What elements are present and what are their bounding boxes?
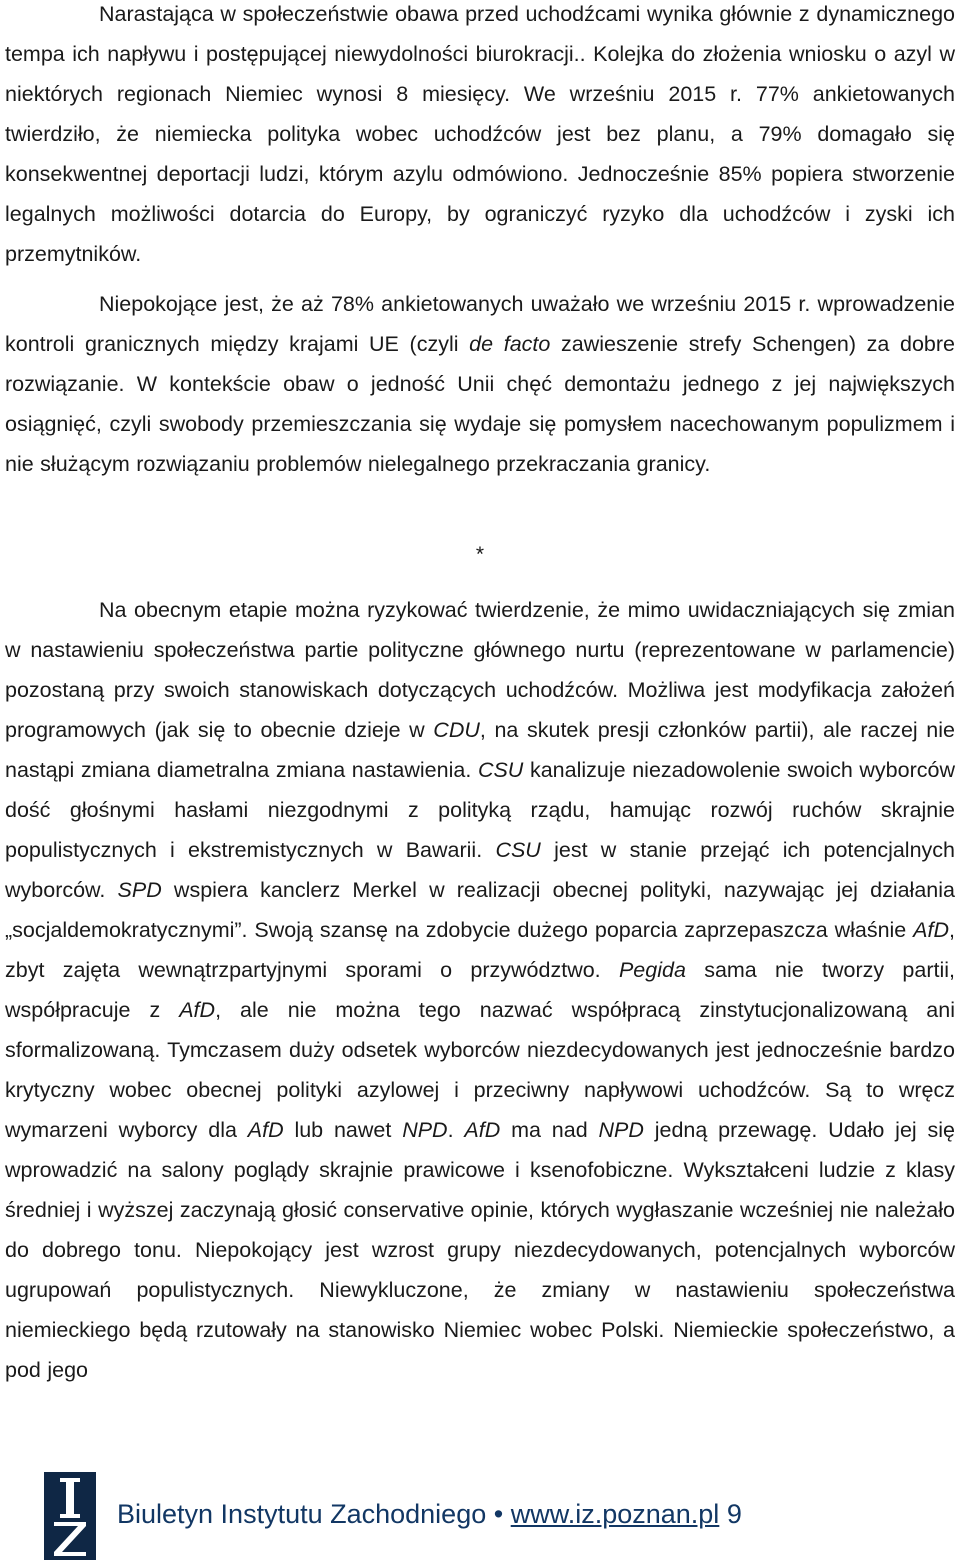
paragraph-text: ma nad (500, 1118, 599, 1142)
paragraph-text: Na obecnym etapie można ryzykować twierdzenie, że mimo uwidaczniających się zmian w nastawieniu społeczeństwa partie polityczne głównego nurtu (reprezentowane w parlamencie) pozostaną przy swoich stanowiskach dotyczących uchodźców. Możliwa jest modyfikacja założeń programowych (jak się to obecnie dzieje w (5, 598, 955, 742)
party-name: AfD (913, 918, 950, 942)
paragraph-text: jedną przewagę. Udało jej się wprowadzić na salony poglądy skrajnie prawicowe i ksenofobiczne. Wykształceni ludzie z klasy średniej i wyższej zaczynają głosić conservative opinie, których wygłaszanie wcześniej nie należało do dobrego tonu. Niepokojący jest wzrost grupy niezdecydowanych, potencjalnych wyborców ugrupowań populistycznych. Niewykluczone, że zmiany w nastawieniu społeczeństwa niemieckiego będą rzutowały na stanowisko Niemiec wobec Polski. Niemieckie społeczeństwo, a pod jego (5, 1118, 956, 1382)
paragraph-text: Narastająca w społeczeństwie obawa przed uchodźcami wynika głównie z dynamicznego tempa ich napływu i postępującej niewydolności biurokracji.. Kolejka do złożenia wniosku o azyl w niektórych regionach Niemiec wynosi 8 miesięcy. We wrześniu 2015 r. 77% ankietowanych twierdziło, że niemiecka polityka wobec uchodźców jest bez planu, a 79% domagało się konsekwentnej deportacji ludzi, którym azylu odmówiono. Jednocześnie 85% popiera stworzenie legalnych możliwości dotarcia do Europy, by ograniczyć ryzyko dla uchodźców i zyski ich przemytników. (5, 2, 955, 266)
paragraph-text: lub nawet (283, 1118, 403, 1142)
page-number: 9 (726, 1499, 742, 1529)
bulletin-title: Biuletyn Instytutu Zachodniego (117, 1499, 487, 1529)
paragraph-text: kanalizuje niezadowolenie swoich wyborców dość głośnymi hasłami niezgodnymi z polityką rządu, hamując rozwój ruchów skrajnie populistycznych i ekstremistycznych w Bawarii. (5, 758, 955, 862)
party-name: CDU (433, 718, 480, 742)
paragraph-text: , zbyt zajęta wewnątrzpartyjnymi sporami o przywództwo. (5, 918, 955, 982)
party-name: AfD (247, 1118, 284, 1142)
party-name: NPD (402, 1118, 448, 1142)
party-name: AfD (179, 998, 216, 1022)
paragraph-refugee-fears (5, 0, 955, 274)
party-name: Pegida (618, 958, 686, 982)
party-name: SPD (117, 878, 162, 902)
paragraph-text: sama nie tworzy partii, współpracuje z (5, 958, 955, 1022)
party-name: AfD (464, 1118, 501, 1142)
bullet-separator: • (486, 1499, 511, 1529)
paragraph-text: jest w stanie przejąć ich potencjalnych wyborców. (5, 838, 955, 902)
paragraph-text: , na skutek presji członków partii), ale raczej nie nastąpi zmiana diametralna zmiana nastawienia. (5, 718, 955, 782)
paragraph-text: , ale nie można tego nazwać współpracą zinstytucjonalizowaną ani sformalizowaną. Tymczasem duży odsetek wyborców niezdecydowanych jest jednocześnie bardzo krytyczny wobec obecnej polityki azylowej i przeciwny napływowi uchodźców. Są to wręcz wymarzeni wyborcy dla (5, 998, 955, 1142)
institute-logo (44, 1472, 96, 1560)
footer-line (117, 1496, 742, 1532)
italic-term: de facto (469, 332, 551, 356)
section-separator: * (475, 543, 485, 566)
paragraph-party-positions (5, 590, 955, 1390)
page-footer (0, 1472, 960, 1564)
party-name: CSU (495, 838, 541, 862)
paragraph-text: wspiera kanclerz Merkel w realizacji obecnej polityki, nazywając jej działania „socjaldemokratycznymi”. Swoją szansę na zdobycie dużego poparcia zaprzepaszcza właśnie (5, 878, 955, 942)
website-link[interactable]: www.iz.poznan.pl (510, 1499, 720, 1529)
paragraph-border-controls (5, 284, 955, 484)
iz-logo-icon (44, 1472, 96, 1560)
party-name: CSU (477, 758, 524, 782)
paragraph-text: zawieszenie strefy Schengen) za dobre rozwiązanie. W kontekście obaw o jedność Unii chęć demontażu jednego z jej największych osiągnięć, czyli swobody przemieszczania się wydaje się pomysłem nacechowanym populizmem i nie służącym rozwiązaniu problemów nielegalnego przekraczania granicy. (5, 332, 955, 476)
paragraph-text: Niepokojące jest, że aż 78% ankietowanych uważało we wrześniu 2015 r. wprowadzenie kontroli granicznych między krajami UE (czyli (5, 292, 955, 356)
party-name: NPD (598, 1118, 644, 1142)
paragraph-text: . (447, 1118, 465, 1142)
